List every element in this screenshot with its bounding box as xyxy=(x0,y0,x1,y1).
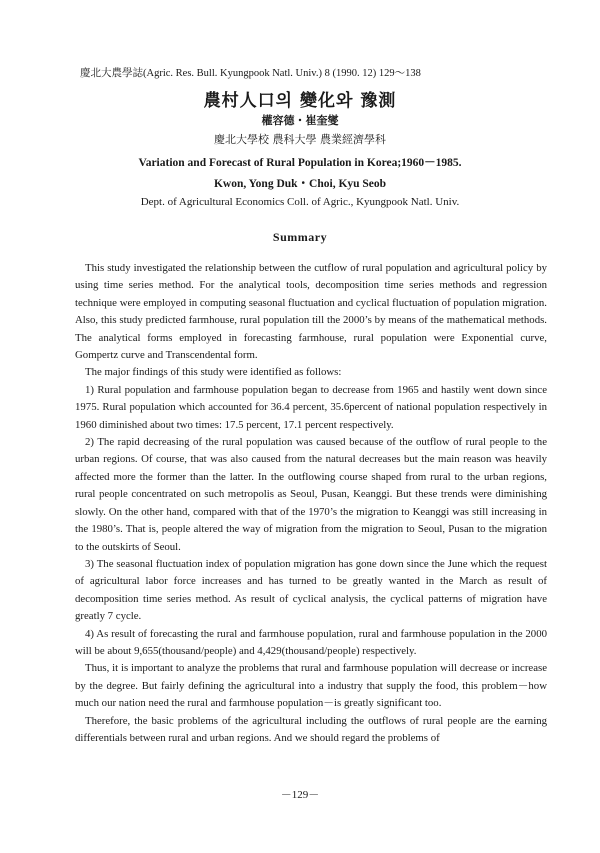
journal-citation: 慶北大農學誌(Agric. Res. Bull. Kyungpook Natl. Univ.) 8 (1990. 12) 129～138 xyxy=(80,68,421,79)
section-heading: Summary xyxy=(272,230,328,244)
english-authors: Kwon, Yong Duk・Choi, Kyu Seob xyxy=(213,178,387,190)
paragraph: 2) The rapid decreasing of the rural population was caused because of the outflow of rural people to the urban regions. Of course, that was also caused from the natural decreases but the main reason was heavily affected more the former than the latter. In the outflowing course shaped from rural to the urban regions, rural people concentrated on such metropolis as Seoul, Pusan, Keanggi. But these trends were diminishing slowly. On the other hand, compared with that of the 1970’s the migration to Keanggi was still increasing in the 1980’s. That is, people altered the way of migration from the migration to Seoul, Pusan to the migration to the outskirts of Seoul. xyxy=(75,436,547,553)
korean-affiliation: 慶北大學校 農科大學 農業經濟學科 xyxy=(214,133,386,146)
paragraph: The major findings of this study were identified as follows: xyxy=(85,366,342,379)
paragraph: Therefore, the basic problems of the agricultural including the outflows of rural people are the earning differentials between rural and urban regions. And we should regard the problems of xyxy=(75,714,547,744)
paragraph: Thus, it is important to analyze the problems that rural and farmhouse population will decrease or increase by the degree. But fairly defining the agricultural into a industry that supply the food, this problem－how much our nation need the rural and farmhouse population－is greatly significant too. xyxy=(75,662,547,710)
paragraph: 4) As result of forecasting the rural and farmhouse population, rural and farmhouse population in the 2000 will be about 9,655(thousand/people) and 4,429(thousand/people) respectively. xyxy=(75,627,547,657)
korean-title: 農村人口의 變化와 豫測 xyxy=(203,91,397,111)
paragraph: This study investigated the relationship between the cutflow of rural population and agricultural policy by using time series method. For the analytical tools, decomposition time series methods and regression technique were employed in computing seasonal fluctuation and cyclical fluctuation of population migration. Also, this study predicted farmhouse, rural population till the 2000’s by means of the mathematical methods. The analytical forms employed in forecasting farmhouse, rural population were Exponential curve, Gompertz curve and Transcendental form. xyxy=(75,262,547,362)
english-title: Variation and Forecast of Rural Population in Korea;1960－1985. xyxy=(138,157,462,169)
paragraph: 3) The seasonal fluctuation index of population migration has gone down since the June which the request of agricultural labor force increases and has turned to be greatly wanted in the March as result of decomposition time series method. As result of cyclical analysis, the cyclical patterns of migration have greatly 7 cycle. xyxy=(75,557,547,623)
summary-body xyxy=(75,260,547,747)
english-affiliation: Dept. of Agricultural Economics Coll. of Agric., Kyungpook Natl. Univ. xyxy=(140,196,460,208)
paragraph: 1) Rural population and farmhouse population began to decrease from 1965 and hastily went down since 1975. Rural population which accounted for 36.4 percent, 35.6percent of national population respectively in 1960 diminished about two times: 17.5 percent, 17.1 percent respectively. xyxy=(75,383,547,431)
korean-authors: 權容德・崔奎燮 xyxy=(261,114,339,127)
page-number: －129－ xyxy=(280,789,320,801)
